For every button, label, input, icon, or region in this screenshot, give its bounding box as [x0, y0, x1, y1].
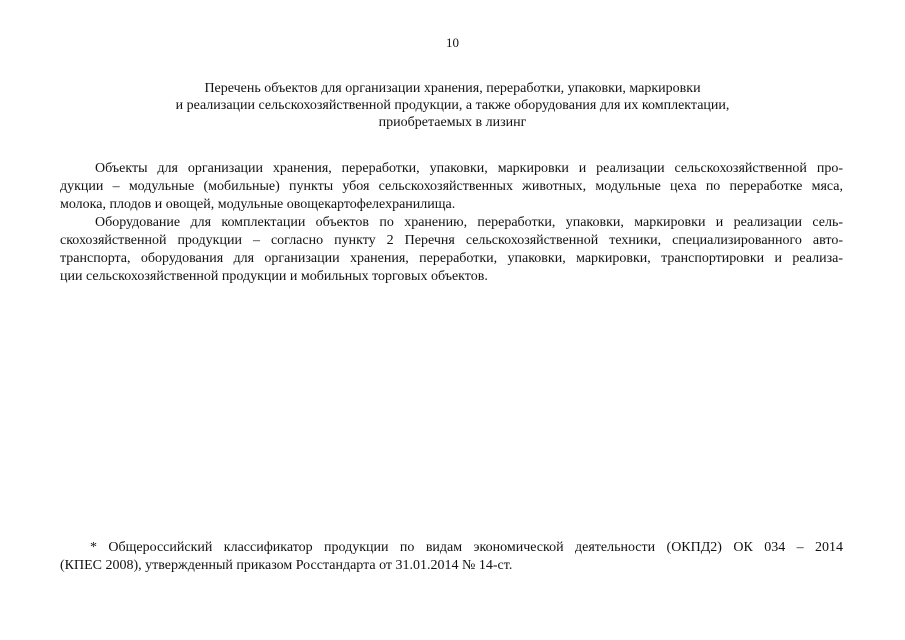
title-line-3: приобретаемых в лизинг	[378, 115, 527, 130]
footnote-line: * Общероссийский классификатор продукции по видам экономической деятельности (ОКПД2) ОК 034 – 2014	[90, 540, 843, 555]
paragraph-line: Объекты для организации хранения, переработки, упаковки, маркировки и реализации сельскохозяйственной про-	[95, 161, 843, 176]
paragraph-line: транспорта, оборудования для организации хранения, переработки, упаковки, маркировки, транспортировки и реализа-	[60, 251, 843, 266]
title-line-1: Перечень объектов для организации хранения, переработки, упаковки, маркировки	[204, 81, 701, 96]
paragraph-line: скохозяйственной продукции – согласно пункту 2 Перечня сельскохозяйственной техники, специализированного авто-	[60, 233, 843, 248]
title-line-2: и реализации сельскохозяйственной продукции, а также оборудования для их комплектации,	[175, 98, 730, 113]
page-number: 10	[446, 35, 459, 50]
paragraph-line: молока, плодов и овощей, модульные овощекартофелехранилища.	[60, 197, 456, 212]
paragraph-line: ции сельскохозяйственной продукции и мобильных торговых объектов.	[60, 269, 488, 284]
paragraph-line: дукции – модульные (мобильные) пункты убоя сельскохозяйственных животных, модульные цеха по переработке мяса,	[60, 179, 843, 194]
paragraph-line: Оборудование для комплектации объектов по хранению, переработки, упаковки, маркировки и реализации сель-	[95, 215, 843, 230]
footnote-line: (КПЕС 2008), утвержденный приказом Росстандарта от 31.01.2014 № 14-ст.	[60, 558, 513, 573]
